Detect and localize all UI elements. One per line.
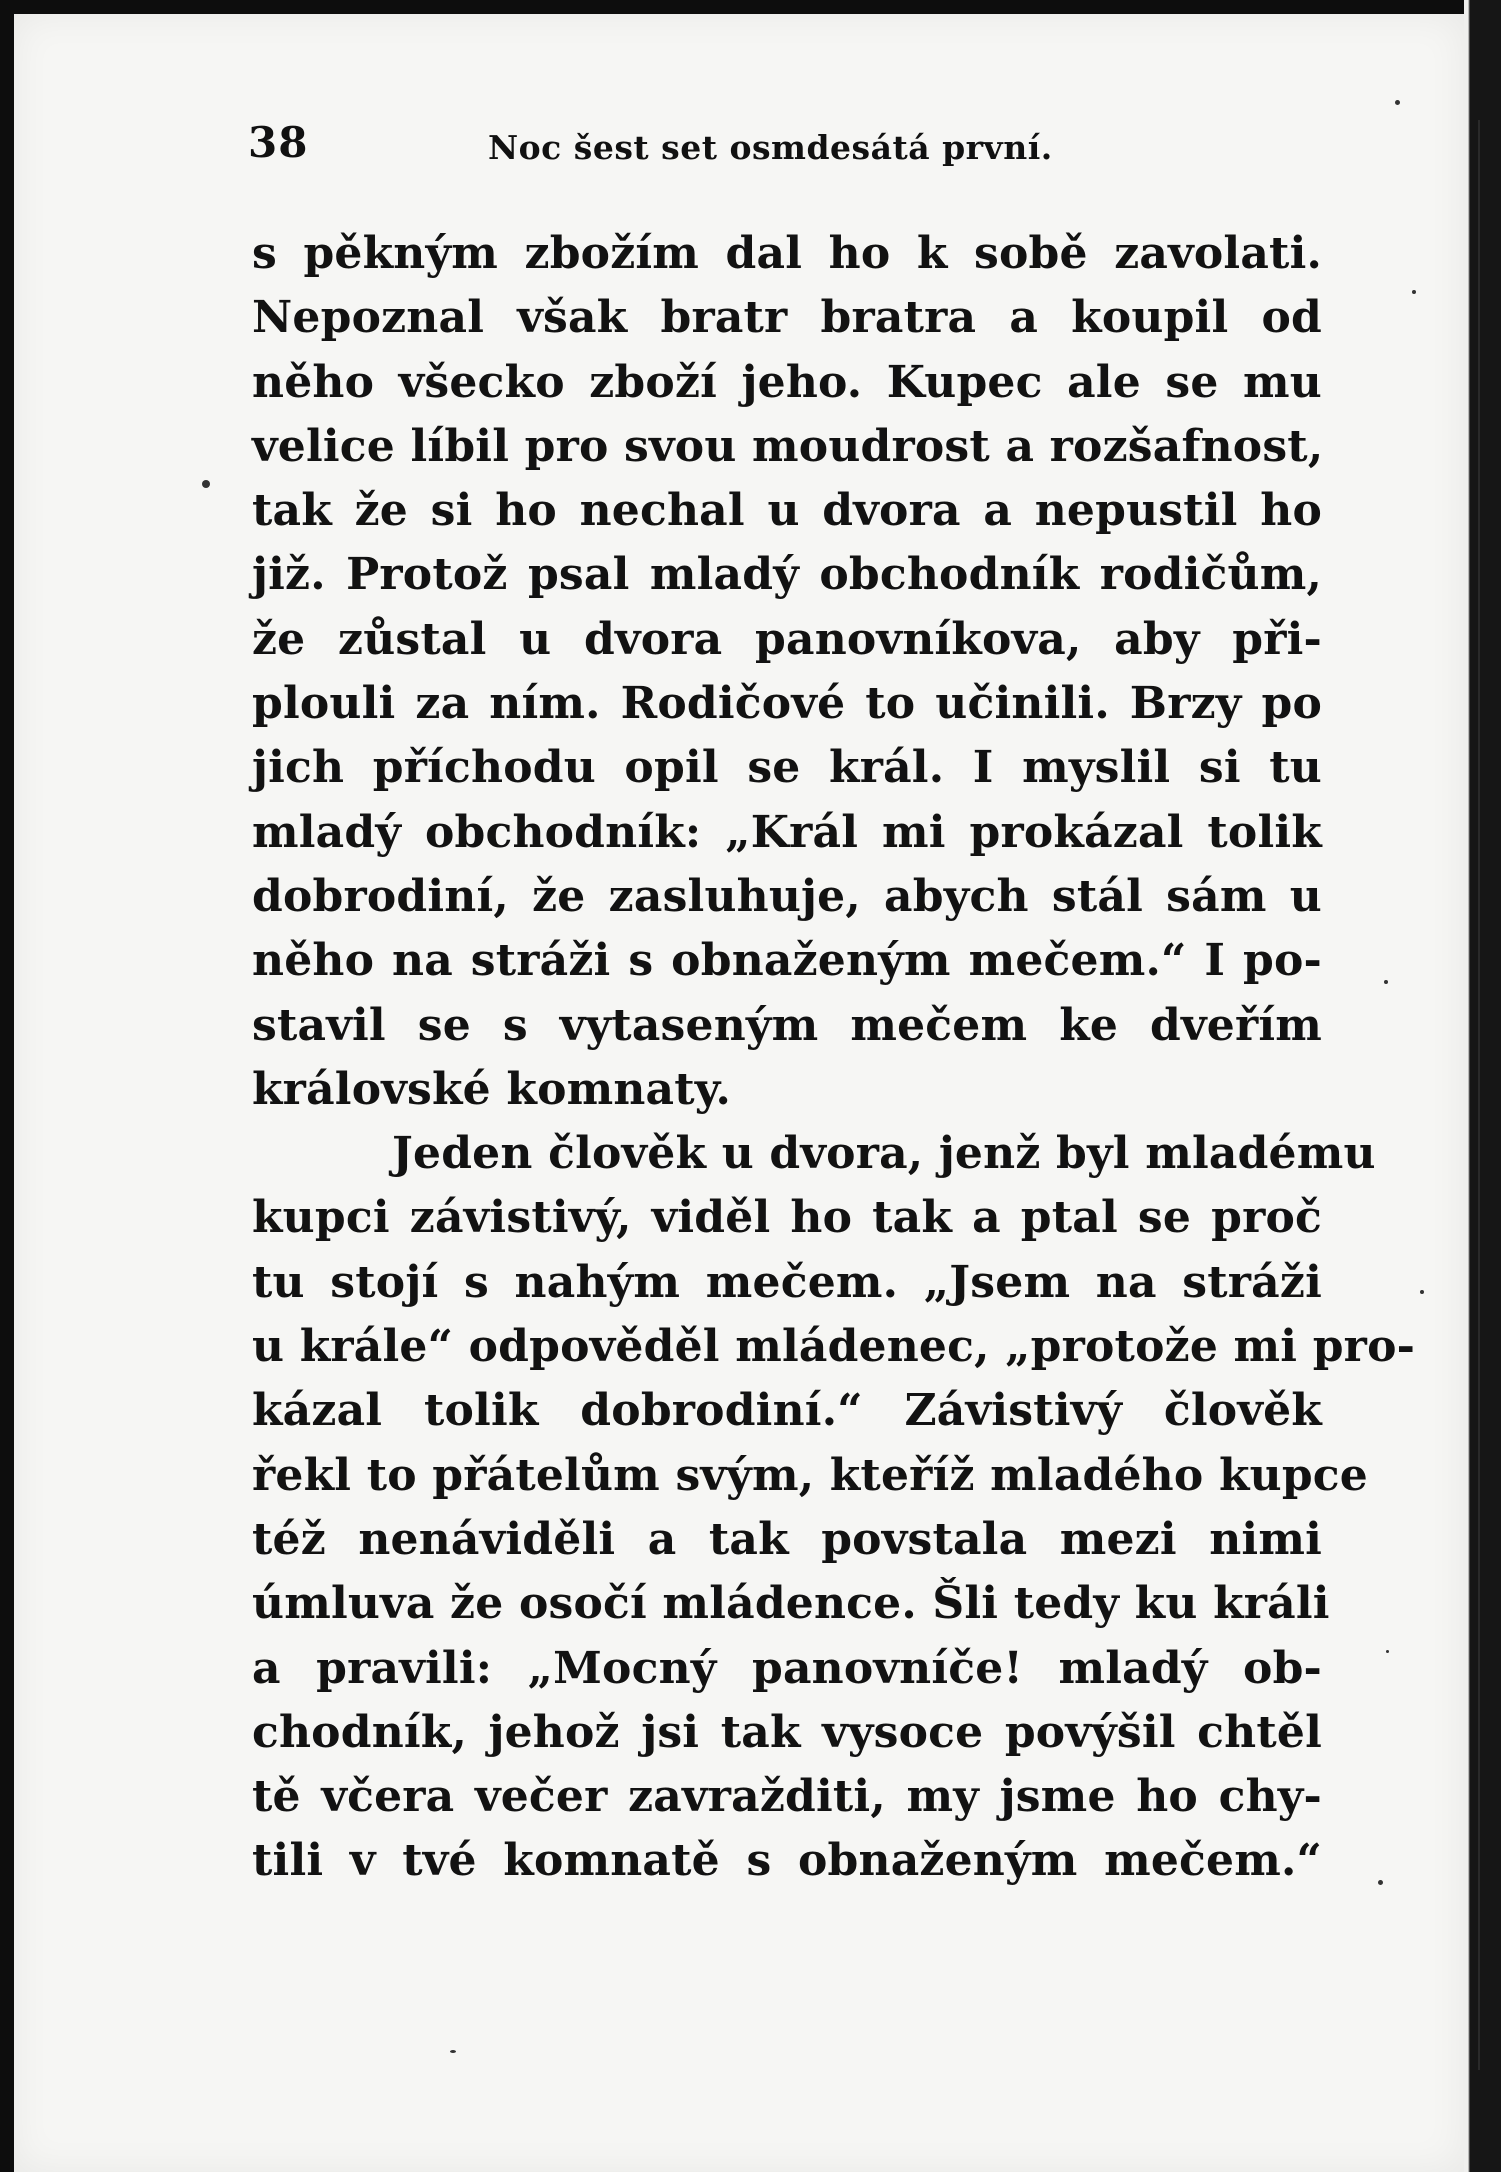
page-edge xyxy=(1464,0,1501,2172)
text-line: též nenáviděli a tak povstala mezi nimi xyxy=(252,1513,1322,1565)
running-title: Noc šest set osmdesátá první. xyxy=(488,128,1053,167)
body-text xyxy=(252,222,1416,1894)
text-line-paragraph-end: královské komnaty. xyxy=(252,1063,732,1115)
scan-speck xyxy=(1384,980,1388,984)
text-line: tě včera večer zavražditi, my jsme ho chy- xyxy=(252,1771,1322,1823)
text-line: velice líbil pro svou moudrost a rozšafnost, xyxy=(252,420,1324,472)
text-line: stavil se s vytaseným mečem ke dveřím xyxy=(252,999,1322,1051)
text-line: Nepoznal však bratr bratra a koupil od xyxy=(252,292,1322,344)
text-line: již. Protož psal mladý obchodník rodičům, xyxy=(252,549,1322,601)
scan-speck xyxy=(1412,290,1416,294)
scan-speck xyxy=(1386,1650,1389,1653)
text-line: plouli za ním. Rodičové to učinili. Brzy po xyxy=(252,678,1322,730)
scan-speck xyxy=(202,480,210,488)
text-line: dobrodiní, že zasluhuje, abych stál sám u xyxy=(252,870,1322,922)
page-edge-line xyxy=(1478,120,1480,2070)
text-line: úmluva že osočí mládence. Šli tedy ku králi xyxy=(252,1578,1330,1630)
scan-speck xyxy=(1378,1880,1383,1885)
text-line: tu stojí s nahým mečem. „Jsem na stráži xyxy=(252,1256,1322,1308)
text-line: tili v tvé komnatě s obnaženým mečem.“ xyxy=(252,1835,1322,1887)
scan-speck xyxy=(1420,1290,1424,1294)
text-line: tak že si ho nechal u dvora a nepustil ho xyxy=(252,485,1322,537)
page-header xyxy=(248,118,1308,178)
text-line: chodník, jehož jsi tak vysoce povýšil chtěl xyxy=(252,1706,1322,1758)
text-line: s pěkným zbožím dal ho k sobě zavolati. xyxy=(252,228,1322,279)
page-number: 38 xyxy=(248,118,309,167)
text-line: něho na stráži s obnaženým mečem.“ I po- xyxy=(252,935,1322,987)
text-line-paragraph-start: Jeden člověk u dvora, jenž byl mladému xyxy=(392,1128,1376,1180)
text-line: řekl to přátelům svým, kteříž mladého kupce xyxy=(252,1449,1368,1501)
text-line: a pravili: „Mocný panovníče! mladý ob- xyxy=(252,1642,1322,1694)
text-line: u krále“ odpověděl mládenec, „protože mi pro- xyxy=(252,1321,1416,1373)
text-line: mladý obchodník: „Král mi prokázal tolik xyxy=(252,806,1322,858)
text-line: kázal tolik dobrodiní.“ Závistivý člověk xyxy=(252,1385,1322,1437)
text-line: jich příchodu opil se král. I myslil si tu xyxy=(252,742,1322,794)
text-line: že zůstal u dvora panovníkova, aby při- xyxy=(252,613,1322,665)
scan-speck xyxy=(1395,100,1400,105)
text-line: kupci závistivý, viděl ho tak a ptal se proč xyxy=(252,1192,1322,1244)
text-line: něho všecko zboží jeho. Kupec ale se mu xyxy=(252,356,1322,408)
scan-speck xyxy=(450,2050,456,2053)
